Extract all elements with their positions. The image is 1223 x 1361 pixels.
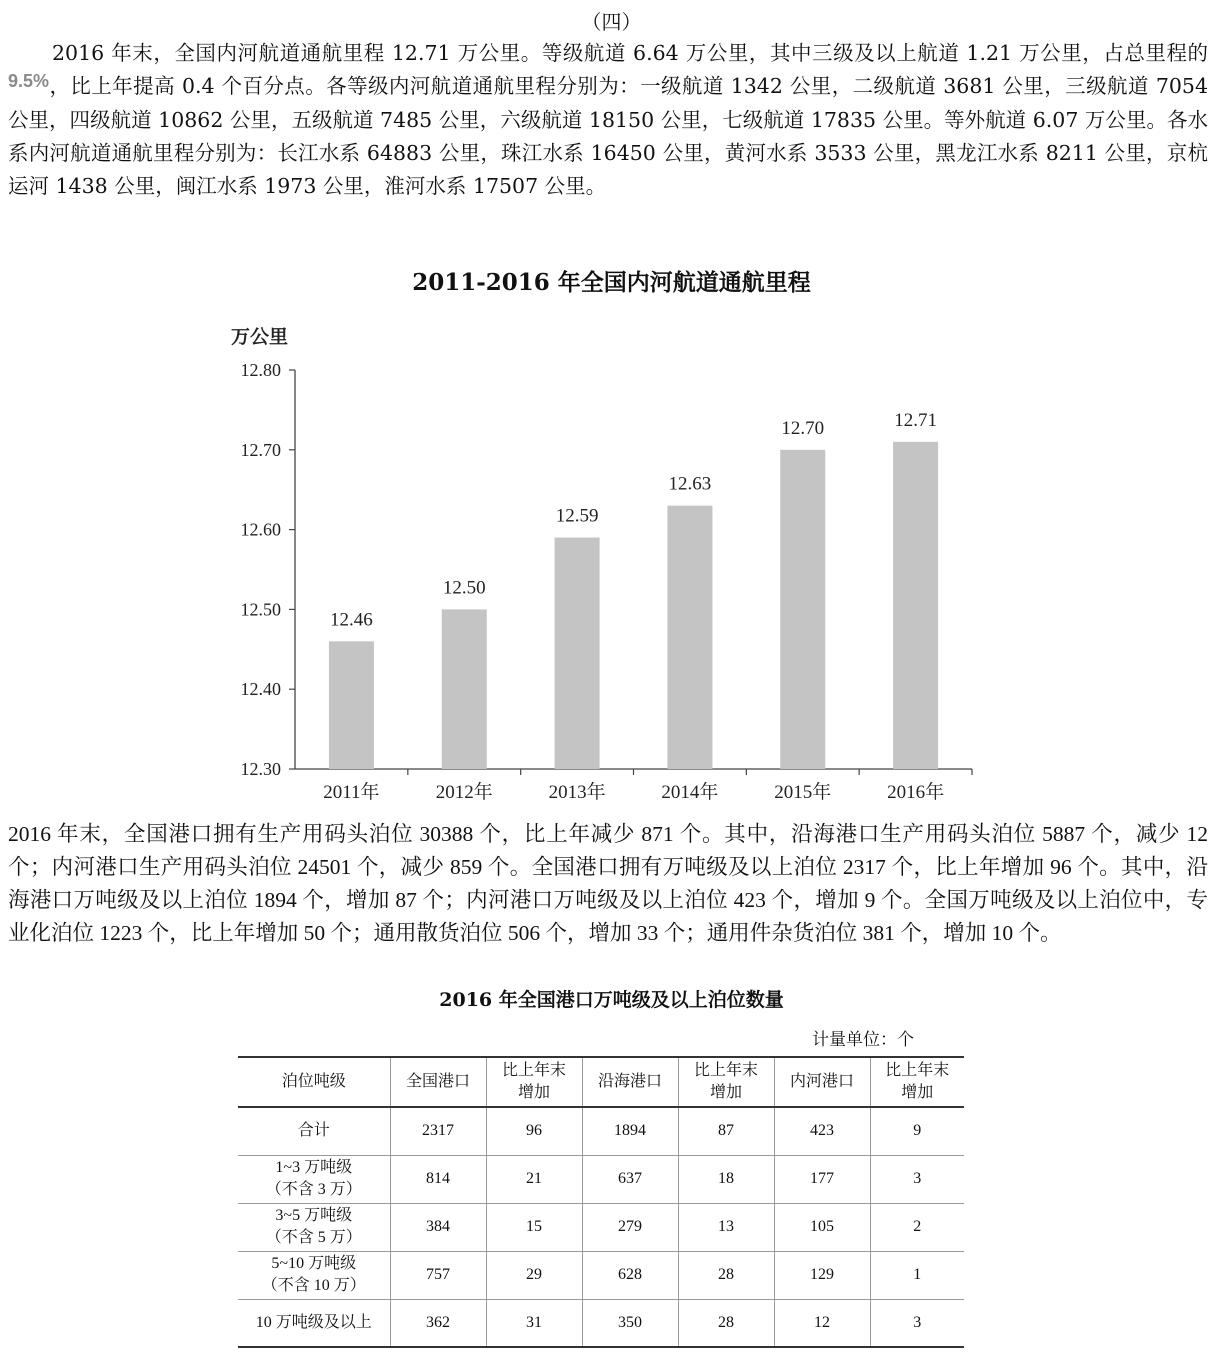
cell-text xyxy=(242,1071,386,1093)
table-cell: 18 xyxy=(678,1155,774,1203)
table-row xyxy=(238,1155,964,1203)
row-label xyxy=(238,1155,390,1203)
table-cell: 814 xyxy=(390,1155,486,1203)
bar-value-label: 12.70 xyxy=(781,417,825,439)
ports-paragraph: 2016 年末，全国港口拥有生产用码头泊位 30388 个，比上年减少 871 个。其中，沿海港口生产用码头泊位 5887 个，减少 12 个；内河港口生产用码头泊位 24501 个，减少 859 个。全国港口拥有万吨级及以上泊位 2317 个，比上年增加 96 个。其中，沿海港口万吨级及以上泊位 1894 个，增加 87 个；内河港口万吨级及以上泊位 423 个，增加 9 个。全国万吨级及以上泊位中，专业化泊位 1223 个，比上年增加 50 个；通用散货泊位 506 个，增加 33 个；通用件杂货泊位 381 个，增加 10 个。 xyxy=(8,822,1208,945)
table-cell: 12 xyxy=(774,1299,870,1347)
y-tick-label: 12.40 xyxy=(240,679,281,700)
unit-note: 计量单位：个 xyxy=(812,1030,914,1050)
column-header xyxy=(390,1057,486,1107)
table-row xyxy=(238,1251,964,1299)
cell-text-line: 1~3 万吨级 xyxy=(275,1159,353,1176)
cell-text xyxy=(395,1071,482,1093)
table-cell: 31 xyxy=(486,1299,582,1347)
paragraph-text-before: 2016 年末，全国内河航道通航里程 12.71 万公里。等级航道 6.64 万公里，其中三级及以上航道 1.21 万公里，占总里程的 xyxy=(52,41,1208,65)
cell-text-line: （不含 5 万） xyxy=(265,1229,362,1246)
bar-value-label: 12.59 xyxy=(555,505,599,527)
cell-text xyxy=(875,1060,961,1104)
table-cell: 9 xyxy=(870,1107,964,1155)
cell-text-line: （不含 3 万） xyxy=(265,1181,362,1198)
y-tick-label: 12.50 xyxy=(240,599,281,620)
x-category-label: 2014年 xyxy=(661,782,719,803)
chart-title: 2011-2016 年全国内河航道通航里程 xyxy=(412,269,811,296)
cell-text xyxy=(683,1060,770,1104)
table-cell: 362 xyxy=(390,1299,486,1347)
row-label xyxy=(238,1251,390,1299)
table-cell: 28 xyxy=(678,1251,774,1299)
cell-text xyxy=(491,1060,578,1104)
cell-text-line: 增加 xyxy=(901,1084,934,1101)
berth-table xyxy=(238,1056,964,1348)
table-cell: 423 xyxy=(774,1107,870,1155)
table-cell: 1 xyxy=(870,1251,964,1299)
section-number: （四） xyxy=(581,10,642,34)
table-row xyxy=(238,1299,964,1347)
cell-text-line: 比上年末 xyxy=(693,1062,758,1079)
cell-text-line: 10 万吨级及以上 xyxy=(255,1313,372,1331)
table-cell: 279 xyxy=(582,1203,678,1251)
bar-2014年 xyxy=(667,506,712,769)
x-category-label: 2015年 xyxy=(774,782,832,803)
cell-text-line: 泊位吨级 xyxy=(281,1073,346,1090)
highlighted-percentage: 9.5% xyxy=(8,71,50,91)
bar-value-label: 12.71 xyxy=(894,409,937,431)
y-tick-label: 12.70 xyxy=(240,439,281,460)
y-tick-label: 12.60 xyxy=(240,519,281,540)
column-header xyxy=(238,1057,390,1107)
paragraph-text-after: ，比上年提高 0.4 个百分点。各等级内河航道通航里程分别为：一级航道 1342 公里，二级航道 3681 公里，三级航道 7054 公里，四级航道 10862 公里，五级航道 7485 公里，六级航道 18150 公里，七级航道 17835 公里。等外航道 6.07 万公里。各水系内河航道通航里程分别为：长江水系 64883 公里，珠江水系 16450 公里，黄河水系 3533 公里，黑龙江水系 8211 公里，京杭运河 1438 公里，闽江水系 1973 公里，淮河水系 17507 公里。 xyxy=(8,74,1208,198)
bar-2011年 xyxy=(329,641,374,769)
cell-text xyxy=(242,1205,386,1249)
table-cell: 350 xyxy=(582,1299,678,1347)
table-cell: 21 xyxy=(486,1155,582,1203)
table-header-row xyxy=(238,1057,964,1107)
cell-text xyxy=(242,1157,386,1201)
cell-text-line: 全国港口 xyxy=(405,1073,470,1090)
cell-text-line: 增加 xyxy=(517,1084,550,1101)
cell-text-line: 增加 xyxy=(709,1084,742,1101)
cell-text xyxy=(242,1120,386,1142)
table-cell: 105 xyxy=(774,1203,870,1251)
table-cell: 757 xyxy=(390,1251,486,1299)
bar-2012年 xyxy=(442,609,487,769)
table-cell: 3 xyxy=(870,1155,964,1203)
cell-text-line: 5~10 万吨级 xyxy=(271,1255,357,1272)
x-category-label: 2016年 xyxy=(887,782,945,803)
x-category-label: 2012年 xyxy=(435,782,493,803)
cell-text xyxy=(242,1253,386,1297)
row-label xyxy=(238,1299,390,1347)
cell-text xyxy=(242,1312,386,1334)
y-tick-label: 12.80 xyxy=(240,360,281,380)
table-cell: 1894 xyxy=(582,1107,678,1155)
y-axis-unit-label: 万公里 xyxy=(231,327,289,348)
table-cell: 28 xyxy=(678,1299,774,1347)
row-label xyxy=(238,1107,390,1155)
column-header xyxy=(774,1057,870,1107)
table-cell: 29 xyxy=(486,1251,582,1299)
row-label xyxy=(238,1203,390,1251)
column-header xyxy=(582,1057,678,1107)
table-cell: 384 xyxy=(390,1203,486,1251)
table-title: 2016 年全国港口万吨级及以上泊位数量 xyxy=(439,989,784,1011)
table-cell: 15 xyxy=(486,1203,582,1251)
bar-2016年 xyxy=(893,442,938,769)
table-cell: 96 xyxy=(486,1107,582,1155)
bar-2015年 xyxy=(780,450,825,769)
cell-text-line: 比上年末 xyxy=(501,1062,566,1079)
cell-text-line: 比上年末 xyxy=(885,1062,950,1079)
cell-text-line: 合计 xyxy=(297,1122,330,1140)
cell-text xyxy=(587,1071,674,1093)
table-cell: 3 xyxy=(870,1299,964,1347)
cell-text xyxy=(779,1071,866,1093)
table-cell: 628 xyxy=(582,1251,678,1299)
table-cell: 2 xyxy=(870,1203,964,1251)
table-body xyxy=(238,1107,964,1347)
bar-value-label: 12.46 xyxy=(330,609,373,631)
bar-value-label: 12.50 xyxy=(442,577,486,599)
table-row xyxy=(238,1203,964,1251)
table-cell: 87 xyxy=(678,1107,774,1155)
cell-text-line: 沿海港口 xyxy=(597,1073,662,1090)
cell-text-line: 内河港口 xyxy=(789,1073,854,1090)
cell-text-line: （不含 10 万） xyxy=(261,1277,366,1294)
y-tick-label: 12.30 xyxy=(240,759,281,779)
x-category-label: 2011年 xyxy=(323,782,380,803)
table-cell: 177 xyxy=(774,1155,870,1203)
table-row xyxy=(238,1107,964,1155)
column-header xyxy=(870,1057,964,1107)
cell-text-line: 3~5 万吨级 xyxy=(275,1207,353,1224)
column-header xyxy=(486,1057,582,1107)
table-cell: 129 xyxy=(774,1251,870,1299)
column-header xyxy=(678,1057,774,1107)
table-cell: 637 xyxy=(582,1155,678,1203)
bar-value-label: 12.63 xyxy=(668,473,712,495)
x-category-label: 2013年 xyxy=(548,782,606,803)
bar-2013年 xyxy=(555,538,600,769)
table-cell: 2317 xyxy=(390,1107,486,1155)
table-cell: 13 xyxy=(678,1203,774,1251)
